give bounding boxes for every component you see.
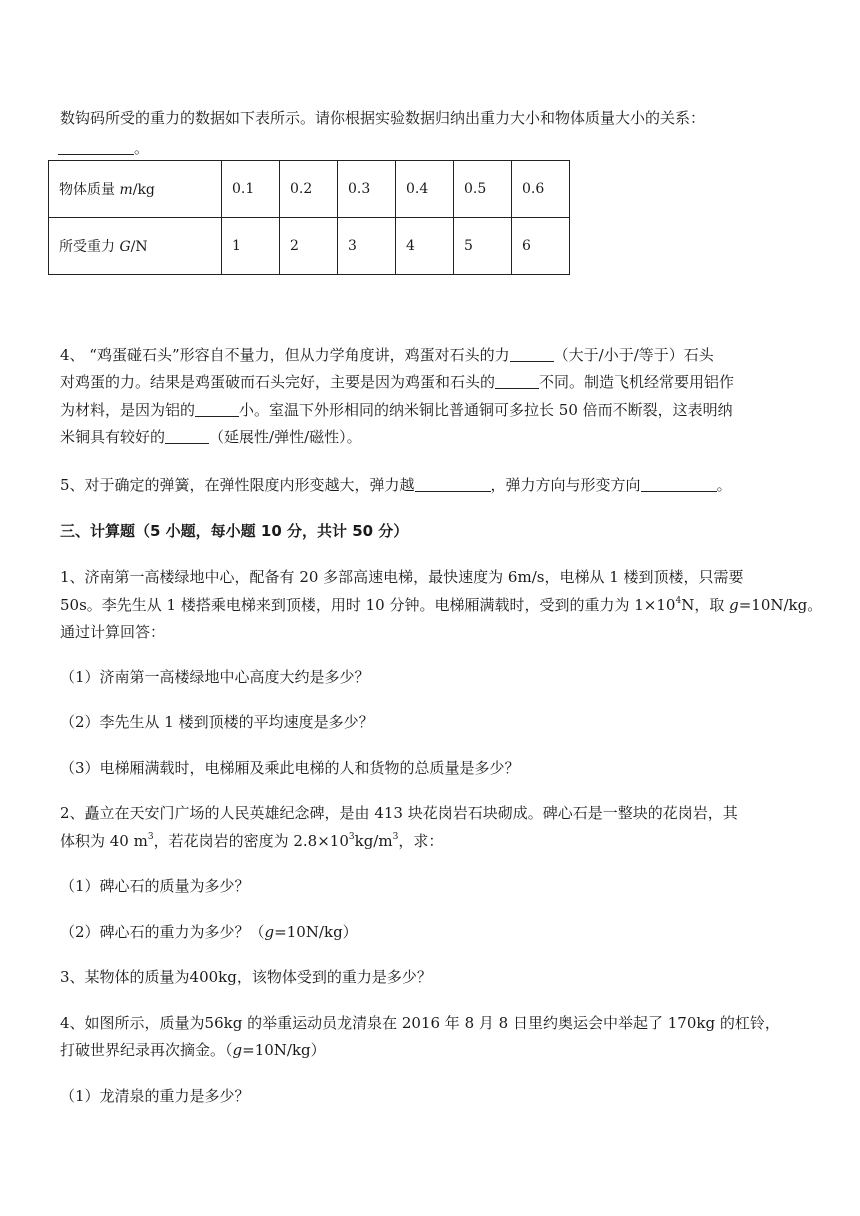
table-cell: 1 bbox=[222, 218, 280, 275]
question-4-line-2: 对鸡蛋的力。结果是鸡蛋破而石头完好，主要是因为鸡蛋和石头的 不同。制造飞机经常要用铝作 bbox=[60, 373, 735, 391]
table-cell: 0.1 bbox=[222, 161, 280, 218]
table-cell: 5 bbox=[454, 218, 512, 275]
table-cell: 6 bbox=[512, 218, 570, 275]
calc-1-sub-2: （2）李先生从 1 楼到顶楼的平均速度是多少？ bbox=[60, 713, 374, 731]
question-5: 5、对于确定的弹簧，在弹性限度内形变越大，弹力越 ，弹力方向与形变方向 。 bbox=[60, 476, 732, 494]
answer-blank[interactable] bbox=[415, 475, 491, 492]
question-4-line-4: 米铜具有较好的 （延展性/弹性/磁性）。 bbox=[60, 428, 362, 446]
intro-line-1: 数钩码所受的重力的数据如下表所示。请你根据实验数据归纳出重力大小和物体质量大小的关系： bbox=[60, 109, 706, 127]
table-row bbox=[49, 218, 570, 275]
answer-blank[interactable] bbox=[641, 475, 717, 492]
weight-row-header: 所受重力 G/N bbox=[49, 218, 222, 275]
calc-1-line-2: 50s。李先生从 1 楼搭乘电梯来到顶楼，用时 10 分钟。电梯厢满载时，受到的重力为 $1\times 10^4N$，取 g=10N/kg。 bbox=[60, 596, 823, 614]
section-heading: 三、计算题（5 小题，每小题 10 分，共计 50 分） bbox=[60, 522, 409, 540]
calc-2-line-1: 2、矗立在天安门广场的人民英雄纪念碑，是由 413 块花岗岩石块砌成。碑心石是一整块的花岗岩，其 bbox=[60, 804, 738, 822]
table-cell: 3 bbox=[338, 218, 396, 275]
table-cell: 0.3 bbox=[338, 161, 396, 218]
table-cell: 2 bbox=[280, 218, 338, 275]
table-cell: 4 bbox=[396, 218, 454, 275]
calc-2-line-2: 体积为 40 $m^3$，若花岗岩的密度为 $2.8\times 10^3kg/m^3$，求： bbox=[60, 832, 444, 850]
calc-1-sub-1: （1）济南第一高楼绿地中心高度大约是多少？ bbox=[60, 668, 370, 686]
calc-1-line-3: 通过计算回答： bbox=[60, 623, 166, 641]
mass-weight-table bbox=[48, 160, 570, 275]
calc-1-line-1: 1、济南第一高楼绿地中心，配备有 20 多部高速电梯，最快速度为 6m/s，电梯从 1 楼到顶楼，只需要 bbox=[60, 568, 744, 586]
answer-blank[interactable] bbox=[495, 372, 539, 389]
table-cell: 0.5 bbox=[454, 161, 512, 218]
mass-row-header: 物体质量 m/kg bbox=[49, 161, 222, 218]
answer-blank[interactable] bbox=[510, 345, 554, 362]
calc-4-line-2: 打破世界纪录再次摘金。（g=10N/kg） bbox=[60, 1041, 326, 1059]
calc-3-line-1: 3、某物体的质量为400kg，该物体受到的重力是多少？ bbox=[60, 968, 432, 986]
question-4-line-1: 4、 “鸡蛋碰石头”形容自不量力，但从力学角度讲，鸡蛋对石头的力 （大于/小于/等于）石头 bbox=[60, 346, 714, 364]
answer-blank[interactable] bbox=[165, 427, 209, 444]
calc-2-sub-2: （2）碑心石的重力为多少？（g=10N/kg） bbox=[60, 923, 358, 941]
table-cell: 0.2 bbox=[280, 161, 338, 218]
calc-4-line-1: 4、如图所示，质量为56kg 的举重运动员龙清泉在 2016 年 8 月 8 日里约奥运会中举起了 170kg 的杠铃， bbox=[60, 1014, 780, 1032]
answer-blank[interactable] bbox=[195, 400, 239, 417]
table-cell: 0.6 bbox=[512, 161, 570, 218]
calc-2-sub-1: （1）碑心石的质量为多少？ bbox=[60, 877, 250, 895]
question-4-line-3: 为材料，是因为铝的 小。室温下外形相同的纳米铜比普通铜可多拉长 50 倍而不断裂，这表明纳 bbox=[60, 401, 733, 419]
calc-4-sub-1: （1）龙清泉的重力是多少？ bbox=[60, 1087, 250, 1105]
answer-blank[interactable] bbox=[58, 138, 134, 155]
table-cell: 0.4 bbox=[396, 161, 454, 218]
calc-1-sub-3: （3）电梯厢满载时，电梯厢及乘此电梯的人和货物的总质量是多少？ bbox=[60, 759, 520, 777]
intro-line-2: 。 bbox=[58, 138, 818, 158]
table-row bbox=[49, 161, 570, 218]
